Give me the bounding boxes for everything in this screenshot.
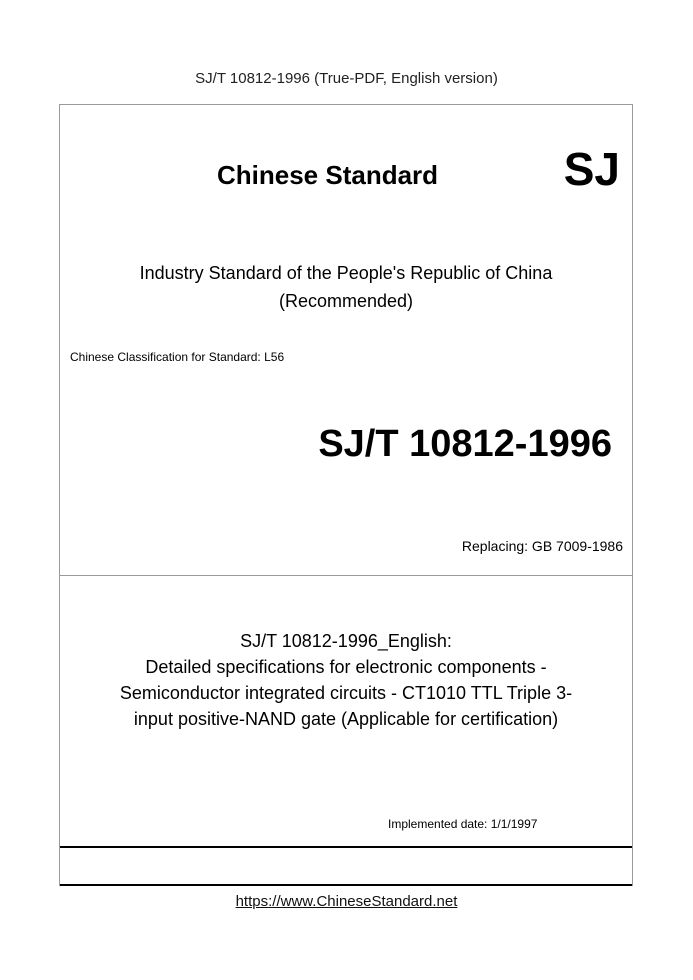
subtitle-line-1: Industry Standard of the People's Republic of China: [139, 263, 553, 283]
cover-frame: [59, 104, 633, 886]
section-divider: [60, 575, 632, 576]
standard-title: Chinese Standard: [217, 160, 439, 190]
implemented-date: Implemented date: 1/1/1997: [388, 817, 538, 831]
standard-code: SJ/T 10812-1996: [318, 423, 612, 465]
classification-label: Chinese Classification for Standard: L56: [70, 350, 285, 364]
document-title: [60, 628, 632, 732]
replacing-label: Replacing: GB 7009-1986: [461, 538, 623, 554]
footer-band: [60, 846, 632, 886]
document-title-line: Semiconductor integrated circuits - CT1010 TTL Triple 3-: [119, 683, 573, 703]
subtitle: [60, 259, 632, 315]
website-link[interactable]: https://www.ChineseStandard.net: [235, 893, 458, 910]
sj-logo: SJ: [563, 143, 620, 195]
subtitle-line-2: (Recommended): [278, 291, 414, 311]
page-header: SJ/T 10812-1996 (True-PDF, English version): [195, 70, 498, 87]
document-title-line: SJ/T 10812-1996_English:: [240, 631, 452, 651]
document-title-line: input positive-NAND gate (Applicable for certification): [133, 709, 559, 729]
document-title-line: Detailed specifications for electronic components -: [145, 657, 547, 677]
